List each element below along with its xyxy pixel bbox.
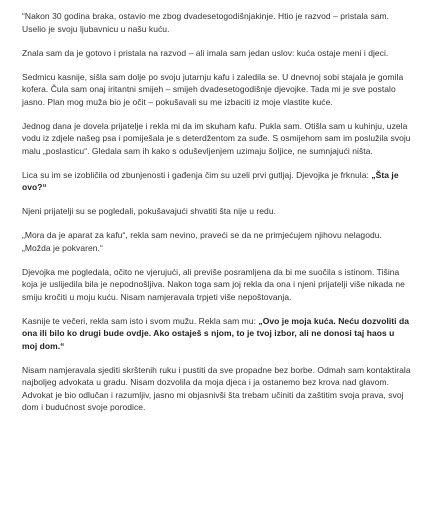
paragraph-2: Znala sam da je gotovo i pristala na razvod – ali imala sam jedan uslov: kuća ostaje meni i djeci. bbox=[22, 47, 389, 58]
paragraph-9 bbox=[22, 315, 411, 353]
paragraph-5-quote: „Šta je ovo?“ bbox=[22, 169, 399, 192]
paragraph-3: Sedmicu kasnije, sišla sam dolje po svoju jutarnju kafu i zaledila se. U dnevnoj sobi stajala je gomila kofera. Čula sam onaj iritantni smijeh – smijeh dvadesetogodišnje djevojke. Tada mi je sve postalo jasno. Plan mog muža bio je očit – pokušavali su me izbaciti iz moje vlastite kuće. bbox=[22, 71, 404, 107]
paragraph-1: “Nakon 30 godina braka, ostavio me zbog dvadesetogodišnjakinje. Htio je razvod – pristala sam. Uselio je svoju ljubavnicu u našu kuću. bbox=[22, 11, 390, 34]
paragraph-10: Nisam namjeravala sjediti skrštenih ruku i pustiti da sve propadne bez borbe. Odmah sam kontaktirala najboljeg advokata u gradu. Nisam dozvolila da moja djeca i ja ostanemo bez krova nad glavom. Advokat je bio odlučan i razumljiv, jasno mi objasnivši šta trebam učiniti da zaštitim svoja prava, svoj dom i budućnost svoje porodice. bbox=[22, 364, 411, 412]
paragraph-5-text: Lica su im se izobličila od zbunjenosti i gađenja čim su uzeli prvi gutljaj. Djevojka je frknula: bbox=[22, 169, 372, 180]
paragraph-7: „Mora da je aparat za kafu“, rekla sam nevino, praveći se da ne primjećujem njihovu nelagodu. „Možda je pokvaren.“ bbox=[22, 230, 382, 253]
paragraph-6: Njeni prijatelji su se pogledali, pokušavajući shvatiti šta nije u redu. bbox=[22, 206, 277, 216]
paragraph-5 bbox=[22, 169, 411, 194]
paragraph-4: Jednog dana je dovela prijatelje i rekla mi da im skuham kafu. Pukla sam. Otišla sam u kuhinju, uzela vodu iz zdjele našeg psa i pomiješala je s deterdžentom za suđe. S osmijehom sam im poslužila svoju malu „poslasticu“. Gledala sam ih kako s oduševljenjem uzimaju šoljice, ne sumnjajući ništa. bbox=[22, 120, 411, 156]
paragraph-8: Djevojka me pogledala, očito ne vjerujući, ali previše posramljena da bi me suočila s istinom. Tišina koja je uslijedila bila je nepodnošljiva. Nakon toga sam joj rekla da ona i njeni prijatelji više nikada ne smiju kročiti u moju kuću. Nisam namjeravala trpjeti više nepoštovanja. bbox=[22, 266, 405, 302]
paragraph-9-text: Kasnije te večeri, rekla sam isto i svom mužu. Rekla sam mu: bbox=[22, 315, 259, 326]
paragraph-9-quote: „Ovo je moja kuća. Neću dozvoliti da ona ili bilo ko drugi bude ovdje. Ako ostaješ s njom, to je tvoj izbor, ali ne donosi taj haos u moj dom.“ bbox=[22, 315, 409, 351]
